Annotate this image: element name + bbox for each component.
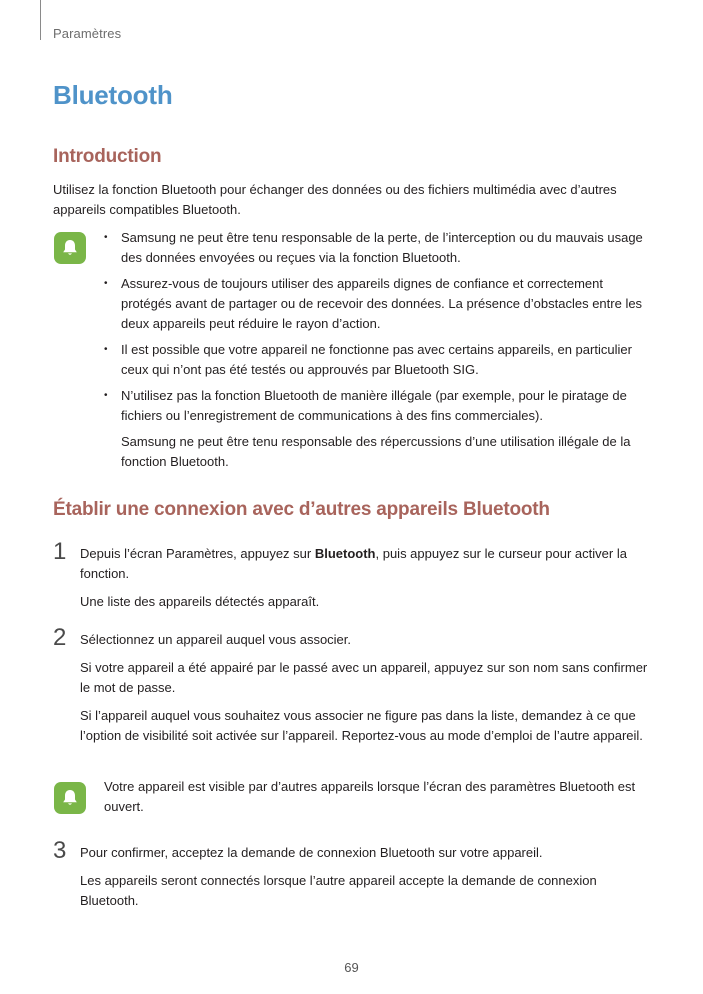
pairing-heading: Établir une connexion avec d’autres appareils Bluetooth (53, 499, 550, 520)
step-number: 3 (53, 837, 67, 864)
page-title: Bluetooth (53, 80, 173, 110)
page-number: 69 (344, 960, 359, 975)
step-2 (80, 630, 650, 754)
bullet-icon: • (104, 232, 108, 243)
header-divider (40, 0, 41, 40)
note-followup: Samsung ne peut être tenu responsable des répercussions d’une utilisation illégale de la fonction Bluetooth. (121, 434, 631, 469)
step-text: Pour confirmer, acceptez la demande de connexion Bluetooth sur votre appareil. (80, 845, 543, 860)
step-number: 2 (53, 624, 67, 651)
bullet-icon: • (104, 390, 108, 401)
list-item: • Il est possible que votre appareil ne fonctionne pas avec certains appareils, en particulier ceux qui n’ont pas été testés ou approuvés par Bluetooth SIG. (104, 342, 632, 377)
list-item: • Assurez-vous de toujours utiliser des appareils dignes de confiance et correctement protégés avant de partager ou de recevoir des données. La présence d’obstacles entre les deux appareils peut réduire le rayon d’action. (104, 276, 643, 331)
list-item: • Samsung ne peut être tenu responsable de la perte, de l’interception ou du mauvais usage des données envoyées ou reçues via la fonction Bluetooth. (104, 230, 643, 265)
step-3 (80, 843, 650, 919)
step-subtext: Une liste des appareils détectés apparaît. (80, 594, 320, 609)
step-text: Depuis l’écran Paramètres, appuyez sur Bluetooth, puis appuyez sur le curseur pour activer la fonction. (80, 546, 627, 581)
intro-heading: Introduction (53, 146, 162, 167)
step-subtext: Les appareils seront connectés lorsque l’autre appareil accepte la demande de connexion Bluetooth. (80, 873, 597, 908)
note-bell-icon (54, 232, 86, 264)
intro-text: Utilisez la fonction Bluetooth pour échanger des données ou des fichiers multimédia avec d’autres appareils compatibles Bluetooth. (53, 182, 617, 217)
note-bell-icon (54, 782, 86, 814)
section-label: Paramètres (53, 26, 122, 41)
bullet-icon: • (104, 278, 108, 289)
bullet-icon: • (104, 344, 108, 355)
step-subtext: Si votre appareil a été appairé par le passé avec un appareil, appuyez sur son nom sans confirmer le mot de passe. (80, 660, 648, 695)
step-text: Sélectionnez un appareil auquel vous associer. (80, 632, 352, 647)
step-1 (80, 544, 650, 620)
list-item: • N’utilisez pas la fonction Bluetooth de manière illégale (par exemple, pour le piratage de fichiers ou l’enregistrement de communications à des fins commerciales). Samsung ne peut être tenu responsable des répercussions d’une utilisation illégale de la fonction Bluetooth. (103, 386, 651, 472)
bell-icon (60, 788, 80, 808)
bell-icon (60, 238, 80, 258)
bluetooth-setting-label: Bluetooth (314, 546, 376, 561)
step-subtext: Si l’appareil auquel vous souhaitez vous associer ne figure pas dans la liste, demandez à ce que l’option de visibilité soit activée sur l’appareil. Reportez-vous au mode d’emploi de l’autre appareil. (80, 708, 643, 743)
intro-notes (103, 228, 651, 478)
step-number: 1 (53, 538, 67, 565)
pairing-note: Votre appareil est visible par d’autres appareils lorsque l’écran des paramètres Bluetooth est ouvert. (104, 779, 636, 814)
